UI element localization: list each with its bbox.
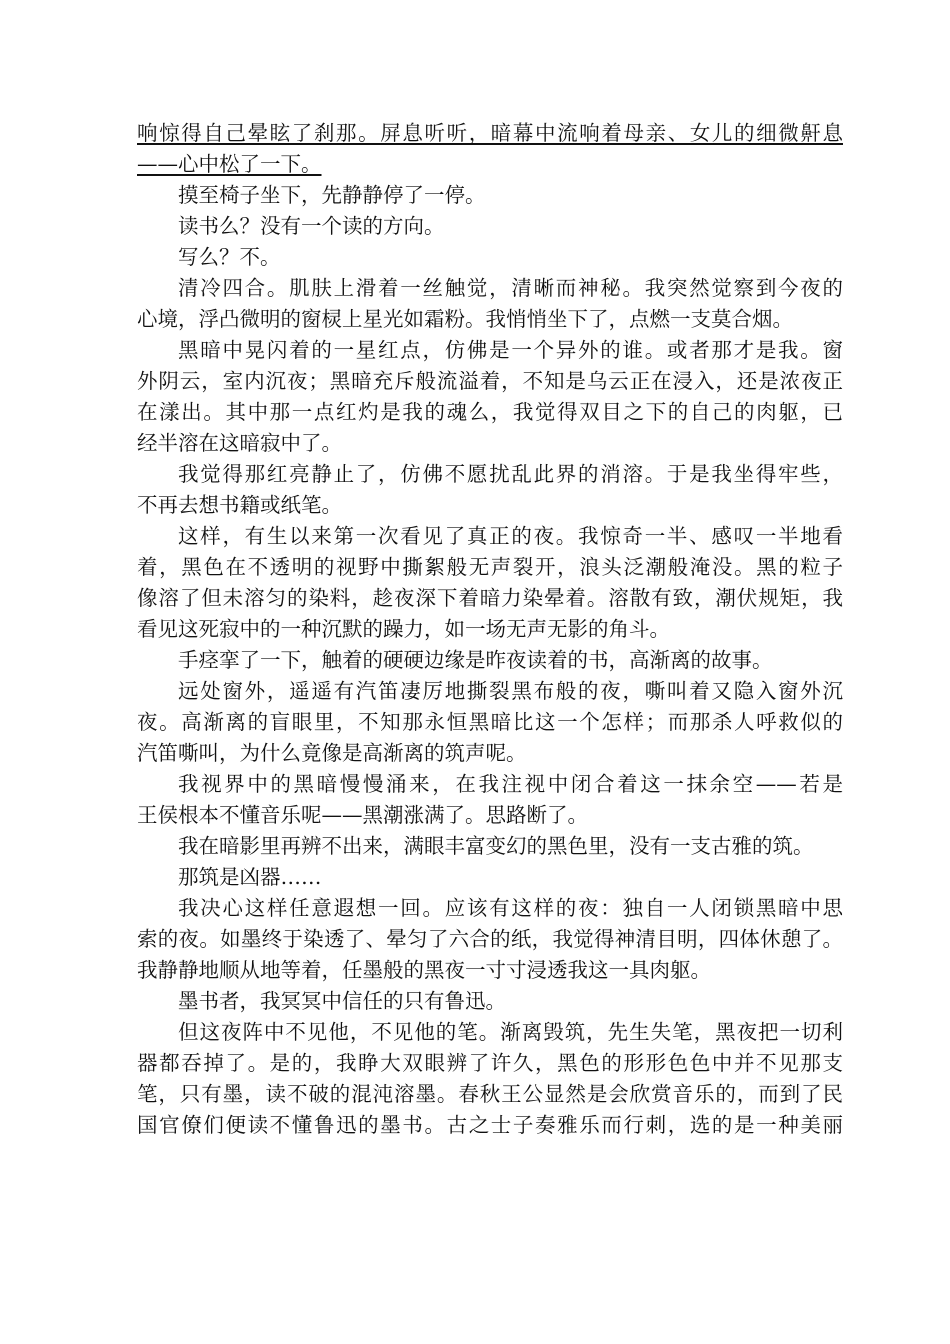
text-line bbox=[137, 552, 843, 583]
text-line-content: 笔，只有墨，读不破的混沌溶墨。春秋王公显然是会欣赏音乐的，而到了民 bbox=[137, 1082, 843, 1106]
text-line bbox=[137, 211, 843, 242]
text-line bbox=[137, 304, 843, 335]
text-line-content: 响惊得自己晕眩了刹那。屏息听听，暗幕中流响着母亲、女儿的细微鼾息 bbox=[137, 121, 843, 145]
text-line bbox=[137, 1048, 843, 1079]
text-line bbox=[137, 366, 843, 397]
text-line bbox=[137, 459, 843, 490]
text-line-content: 王侯根本不懂音乐呢——黑潮涨满了。思路断了。 bbox=[137, 803, 588, 827]
text-line-content: 着，黑色在不透明的视野中撕絮般无声裂开，浪头泛潮般淹没。黑的粒子 bbox=[137, 555, 843, 579]
text-line-content: 器都吞掉了。是的，我睁大双眼辨了许久，黑色的形形色色中并不见那支 bbox=[137, 1051, 843, 1075]
text-line bbox=[137, 180, 843, 211]
text-line bbox=[137, 800, 843, 831]
text-line-content: 清冷四合。肌肤上滑着一丝触觉，清晰而神秘。我突然觉察到今夜的 bbox=[178, 276, 843, 300]
text-line bbox=[137, 583, 843, 614]
text-line bbox=[137, 769, 843, 800]
text-line bbox=[137, 893, 843, 924]
text-line bbox=[137, 1110, 843, 1141]
text-line-content: ——心中松了一下。 bbox=[137, 152, 322, 176]
text-line-content: 远处窗外，遥遥有汽笛凄厉地撕裂黑布般的夜，嘶叫着又隐入窗外沉 bbox=[178, 679, 843, 703]
text-line bbox=[137, 738, 843, 769]
text-line bbox=[137, 614, 843, 645]
text-line bbox=[137, 118, 843, 149]
text-line-content: 在漾出。其中那一点红灼是我的魂么，我觉得双目之下的自己的肉躯，已 bbox=[137, 400, 843, 424]
text-line bbox=[137, 242, 843, 273]
text-line-content: 我决心这样任意遐想一回。应该有这样的夜：独自一人闭锁黑暗中思 bbox=[178, 896, 843, 920]
document-page bbox=[137, 118, 843, 1141]
text-line-content: 看见这死寂中的一种沉默的躁力，如一场无声无影的角斗。 bbox=[137, 617, 670, 641]
text-line bbox=[137, 955, 843, 986]
text-line bbox=[137, 707, 843, 738]
text-line-content: 但这夜阵中不见他，不见他的笔。渐离毁筑，先生失笔，黑夜把一切利 bbox=[178, 1020, 843, 1044]
text-line bbox=[137, 645, 843, 676]
text-line bbox=[137, 397, 843, 428]
text-line-content: 墨书者，我冥冥中信任的只有鲁迅。 bbox=[178, 989, 506, 1013]
text-line-content: 夜。高渐离的盲眼里，不知那永恒黑暗比这一个怎样；而那杀人呼救似的 bbox=[137, 710, 843, 734]
text-line-content: 不再去想书籍或纸笔。 bbox=[137, 493, 342, 517]
text-line bbox=[137, 335, 843, 366]
text-line-content: 经半溶在这暗寂中了。 bbox=[137, 431, 342, 455]
text-line-content: 手痉挛了一下，触着的硬硬边缘是昨夜读着的书，高渐离的故事。 bbox=[178, 648, 773, 672]
text-line-content: 外阴云，室内沉夜；黑暗充斥般流溢着，不知是乌云正在浸入，还是浓夜正 bbox=[137, 369, 843, 393]
text-line bbox=[137, 676, 843, 707]
text-line-content: 我视界中的黑暗慢慢涌来，在我注视中闭合着这一抹余空——若是 bbox=[178, 772, 843, 796]
text-line-content: 这样，有生以来第一次看见了真正的夜。我惊奇一半、感叹一半地看 bbox=[178, 524, 843, 548]
text-line bbox=[137, 428, 843, 459]
text-line bbox=[137, 1017, 843, 1048]
text-line bbox=[137, 490, 843, 521]
text-line bbox=[137, 924, 843, 955]
text-line-content: 我在暗影里再辨不出来，满眼丰富变幻的黑色里，没有一支古雅的筑。 bbox=[178, 834, 814, 858]
text-line-content: 摸至椅子坐下，先静静停了一停。 bbox=[178, 183, 486, 207]
text-line-content: 索的夜。如墨终于染透了、晕匀了六合的纸，我觉得神清目明，四体休憩了。 bbox=[137, 927, 843, 951]
text-line bbox=[137, 862, 843, 893]
text-line bbox=[137, 831, 843, 862]
text-line bbox=[137, 273, 843, 304]
text-line bbox=[137, 1079, 843, 1110]
text-line-content: 国官僚们便读不懂鲁迅的墨书。古之士子奏雅乐而行刺，选的是一种美丽 bbox=[137, 1113, 843, 1137]
text-line-content: 写么？不。 bbox=[178, 245, 281, 269]
text-line bbox=[137, 986, 843, 1017]
text-line-content: 心境，浮凸微明的窗棂上星光如霜粉。我悄悄坐下了，点燃一支莫合烟。 bbox=[137, 307, 793, 331]
text-line-content: 读书么？没有一个读的方向。 bbox=[178, 214, 445, 238]
text-line-content: 像溶了但未溶匀的染料，趁夜深下着暗力染晕着。溶散有致，潮伏规矩，我 bbox=[137, 586, 843, 610]
text-line bbox=[137, 149, 843, 180]
text-line-content: 黑暗中晃闪着的一星红点，仿佛是一个异外的谁。或者那才是我。窗 bbox=[178, 338, 843, 362]
text-line-content: 那筑是凶器…… bbox=[178, 865, 322, 889]
text-line-content: 我静静地顺从地等着，任墨般的黑夜一寸寸浸透我这一具肉躯。 bbox=[137, 958, 711, 982]
text-line-content: 我觉得那红亮静止了，仿佛不愿扰乱此界的消溶。于是我坐得牢些， bbox=[178, 462, 843, 486]
text-line bbox=[137, 521, 843, 552]
text-line-content: 汽笛嘶叫，为什么竟像是高渐离的筑声呢。 bbox=[137, 741, 527, 765]
